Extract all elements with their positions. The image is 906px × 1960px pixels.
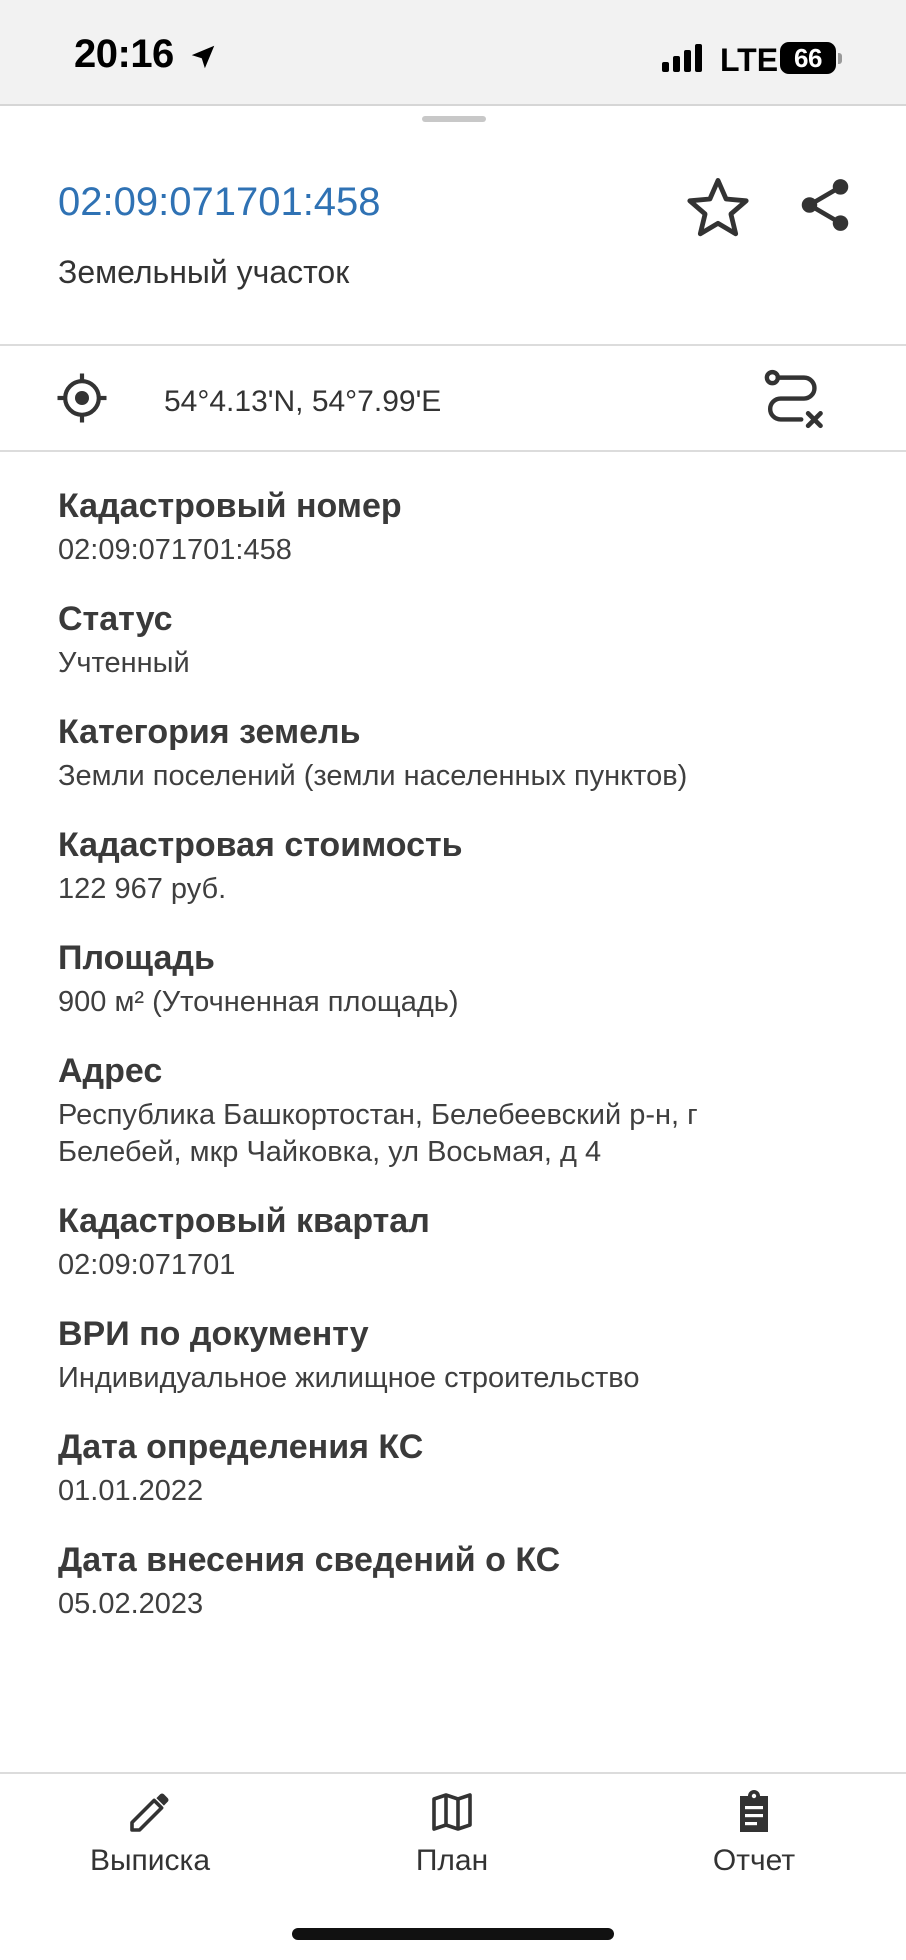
detail-label: Кадастровый номер <box>58 487 402 525</box>
detail-value: 01.01.2022 <box>58 1475 204 1507</box>
detail-value: Земли поселений (земли населенных пунктов) <box>58 760 688 792</box>
detail-cadastral-quarter <box>58 1201 858 1284</box>
nav-label: Выписка <box>89 1844 211 1877</box>
page-subtitle: Земельный участок <box>58 254 350 290</box>
nav-label: План <box>415 1844 489 1877</box>
detail-label: Категория земель <box>58 713 361 751</box>
detail-land-category <box>58 712 858 795</box>
network-type: LTE <box>720 42 779 78</box>
route-clear-icon[interactable] <box>760 368 826 434</box>
detail-area <box>58 938 858 1021</box>
detail-status <box>58 599 858 682</box>
location-arrow-icon <box>188 42 218 72</box>
divider <box>0 450 906 452</box>
detail-value: Индивидуальное жилищное строительство <box>58 1362 640 1394</box>
nav-label: Отчет <box>712 1844 796 1877</box>
sheet-drag-handle[interactable] <box>422 116 486 122</box>
coordinates-text[interactable]: 54°4.13'N, 54°7.99'E <box>164 385 442 418</box>
pencil-icon <box>126 1788 174 1836</box>
detail-label: Статус <box>58 600 173 638</box>
detail-label: Кадастровая стоимость <box>58 826 463 864</box>
detail-cadastral-value <box>58 825 858 908</box>
nav-report-button[interactable] <box>654 1788 854 1878</box>
detail-permitted-use <box>58 1314 858 1397</box>
map-icon <box>428 1788 476 1836</box>
detail-value: 900 м² (Уточненная площадь) <box>58 986 459 1018</box>
nav-extract-button[interactable] <box>50 1788 250 1878</box>
detail-value: 02:09:071701:458 <box>58 534 292 566</box>
detail-entry-date <box>58 1540 858 1623</box>
detail-label: Площадь <box>58 939 215 977</box>
battery-indicator: 66 <box>780 42 836 74</box>
status-time: 20:16 <box>74 32 174 76</box>
detail-label: Дата внесения сведений о КС <box>58 1541 561 1579</box>
home-indicator[interactable] <box>292 1928 614 1940</box>
status-bar <box>0 0 906 106</box>
property-details <box>58 486 858 1653</box>
detail-value: 122 967 руб. <box>58 873 227 905</box>
nav-plan-button[interactable] <box>352 1788 552 1878</box>
detail-label: Кадастровый квартал <box>58 1202 430 1240</box>
detail-value: 05.02.2023 <box>58 1588 204 1620</box>
detail-address <box>58 1051 858 1171</box>
share-icon[interactable] <box>794 174 856 236</box>
clipboard-icon <box>730 1788 778 1836</box>
detail-label: ВРИ по документу <box>58 1315 369 1353</box>
detail-label: Адрес <box>58 1052 163 1090</box>
detail-value: Учтенный <box>58 647 190 679</box>
gps-target-icon[interactable] <box>54 370 110 426</box>
cellular-signal-icon <box>662 44 706 72</box>
detail-valuation-date <box>58 1427 858 1510</box>
detail-cadastral-number <box>58 486 858 569</box>
favorite-star-icon[interactable] <box>682 172 754 244</box>
page-title: 02:09:071701:458 <box>58 180 381 224</box>
divider <box>0 344 906 346</box>
detail-label: Дата определения КС <box>58 1428 424 1466</box>
detail-value: Республика Башкортостан, Белебеевский р-н, г Белебей, мкр Чайковка, ул Восьмая, д 4 <box>58 1099 698 1168</box>
detail-value: 02:09:071701 <box>58 1249 236 1281</box>
